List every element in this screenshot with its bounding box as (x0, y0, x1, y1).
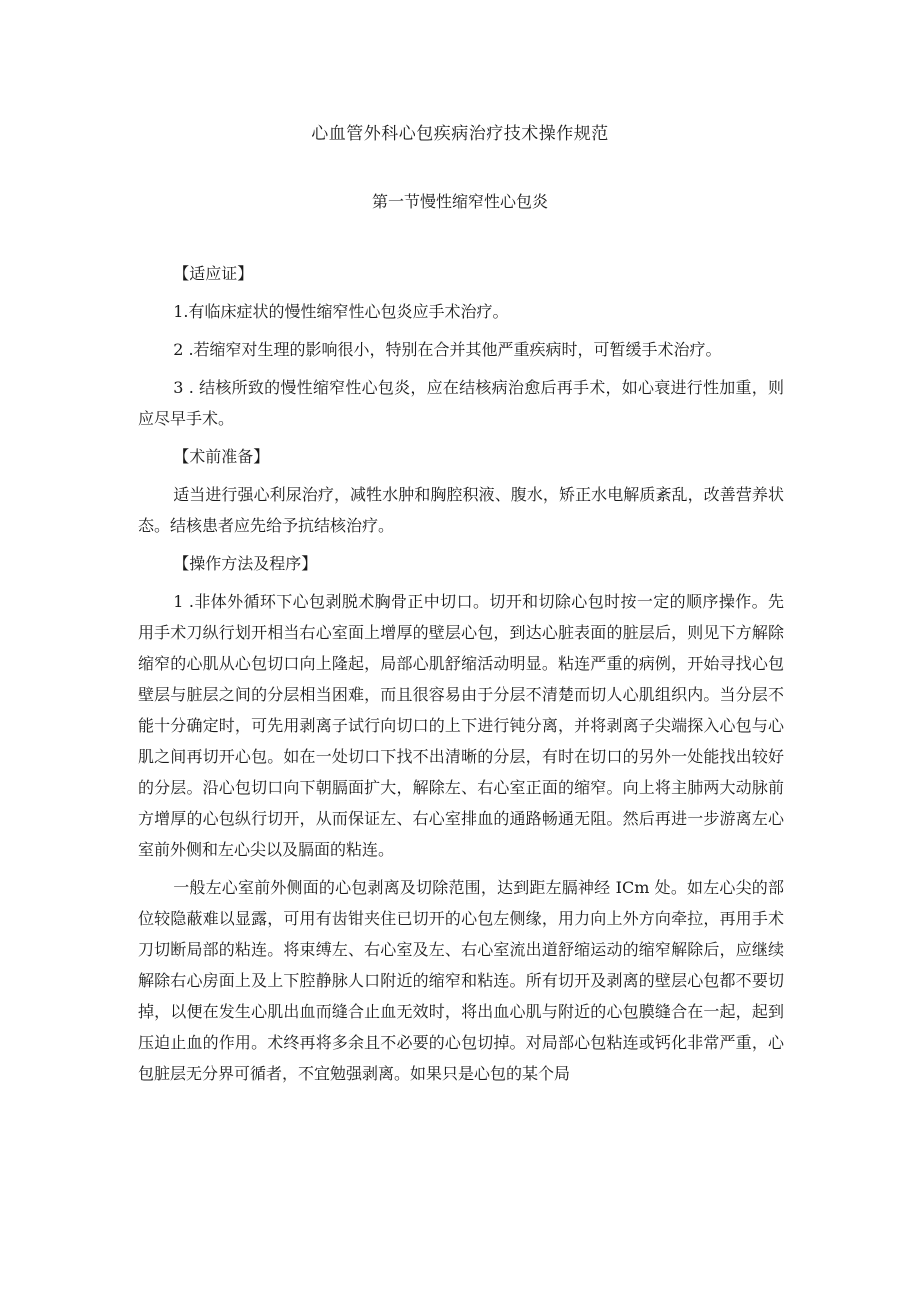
preop-paragraph: 适当进行强心利尿治疗，减牲水肿和胸腔积液、腹水，矫正水电解质紊乱，改善营养状态。结核患者应先给予抗结核治疗。 (138, 485, 784, 535)
procedure-heading: 【操作方法及程序】 (173, 554, 318, 573)
preop-heading: 【术前准备】 (173, 447, 270, 466)
document-body (138, 258, 784, 1096)
indications-heading: 【适应证】 (173, 264, 254, 283)
document-title: 心血管外科心包疾病治疗技术操作规范 (311, 124, 609, 144)
indication-item-1: 1.有临床症状的慢性缩窄性心包炎应手术治疗。 (173, 302, 509, 321)
procedure-paragraph-2: 一般左心室前外侧面的心包剥离及切除范围，达到距左膈神经 ICm 处。如左心尖的部位较隐蔽难以显露，可用有齿钳夹住已切开的心包左侧缘，用力向上外方向牵拉，再用手术刀切断局部的粘连。将束缚左、右心室及左、右心室流出道舒缩运动的缩窄解除后，应继续解除右心房面上及上下腔静脉人口附近的缩窄和粘连。所有切开及剥离的壁层心包都不要切掉，以便在发生心肌出血而缝合止血无效时，将出血心肌与附近的心包膜缝合在一起，起到压迫止血的作用。术终再将多余且不必要的心包切掉。对局部心包粘连或钙化非常严重，心包脏层无分界可循者，不宜勉强剥离。如果只是心包的某个局 (138, 878, 784, 1083)
section-title: 第一节慢性缩窄性心包炎 (371, 192, 548, 211)
indication-item-2: 2 .若缩窄对生理的影响很小，特别在合并其他严重疾病时，可暂缓手术治疗。 (173, 340, 722, 359)
indication-item-3: 3 . 结核所致的慢性缩窄性心包炎，应在结核病治愈后再手术，如心衰进行性加重，则应尽早手术。 (138, 378, 784, 428)
procedure-paragraph-1: 1 .非体外循环下心包剥脱术胸骨正中切口。切开和切除心包时按一定的顺序操作。先用手术刀纵行划开相当右心室面上增厚的壁层心包，到达心脏表面的脏层后，则见下方解除缩窄的心肌从心包切口向上隆起，局部心肌舒缩活动明显。粘连严重的病例，开始寻找心包壁层与脏层之间的分层相当困难，而且很容易由于分层不清楚而切人心肌组织内。当分层不能十分确定时，可先用剥离子试行向切口的上下进行钝分离，并将剥离子尖端探入心包与心肌之间再切开心包。如在一处切口下找不出清晰的分层，有时在切口的另外一处能找出较好的分层。沿心包切口向下朝膈面扩大，解除左、右心室正面的缩窄。向上将主肺两大动脉前方增厚的心包纵行切开，从而保证左、右心室排血的通路畅通无阻。然后再进一步游离左心室前外侧和左心尖以及膈面的粘连。 (138, 592, 784, 859)
